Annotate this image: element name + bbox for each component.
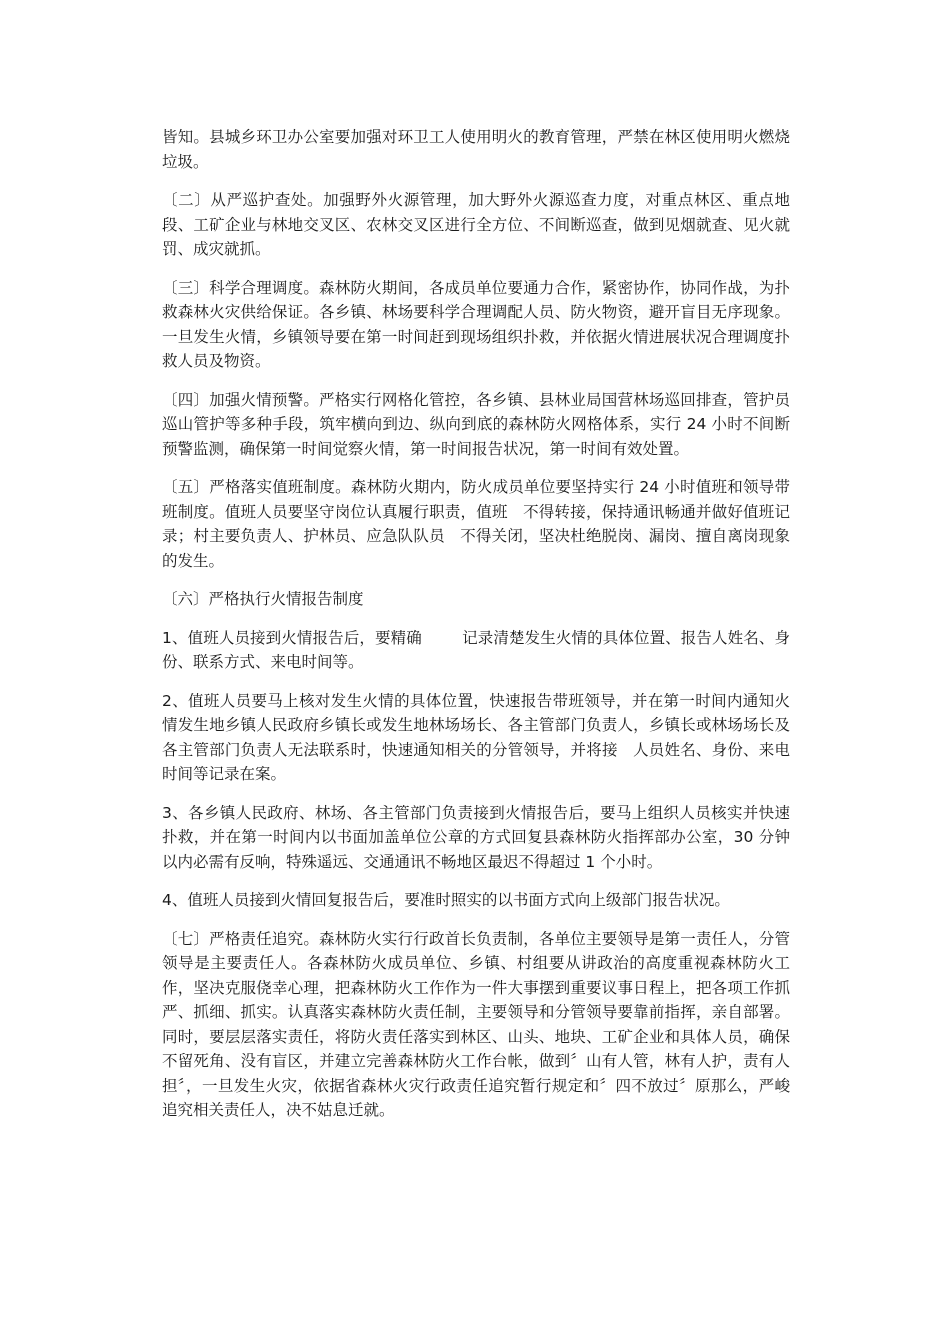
paragraph-section-6-heading: 〔六〕严格执行火情报告制度 — [162, 590, 364, 608]
paragraph-section-4: 〔四〕加强火情预警。严格实行网格化管控，各乡镇、县林业局国营林场巡回排查，管护员巡山管护等多种手段，筑牢横向到边、纵向到底的森林防火网格体系，实行 24 小时不间断预警监测，确保第一时间觉察火情，第一时间报告状况，第一时间有效处置。 — [162, 390, 790, 458]
paragraph-section-7: 〔七〕严格责任追究。森林防火实行行政首长负责制，各单位主要领导是第一责任人，分管领导是主要责任人。各森林防火成员单位、乡镇、村组要从讲政治的高度重视森林防火工作，坚决克服侥幸心理，把森林防火工作作为一件大事摆到重要议事日程上，把各项工作抓严、抓细、抓实。认真落实森林防火责任制，主要领导和分管领导要靠前指挥，亲自部署。同时，要层层落实责任，将防火责任落实到林区、山头、地块、工矿企业和具体人员，确保不留死角、没有盲区，并建立完善森林防火工作台帐，做到〞山有人管，林有人护，责有人担〞，一旦发生火灾，依据省森林火灾行政责任追究暂行规定和〞四不放过〞原那么，严峻 追究相关责任人，决不姑息迁就。 — [162, 929, 795, 1119]
paragraph-section-5: 〔五〕严格落实值班制度。森林防火期内，防火成员单位要坚持实行 24 小时值班和领导带班制度。值班人员要坚守岗位认真履行职责，值班 不得转接，保持通讯畅通并做好值班记录；村主要负责人、护林员、应急队队员 不得关闭，坚决杜绝脱岗、漏岗、擅自离岗现象的发生。 — [162, 478, 790, 570]
paragraph-item-4: 4、值班人员接到火情回复报告后，要准时照实的以书面方式向上级部门报告状况。 — [162, 891, 730, 909]
paragraph-section-2: 〔二〕从严巡护查处。加强野外火源管理，加大野外火源巡查力度，对重点林区、重点地段、工矿企业与林地交叉区、农林交叉区进行全方位、不间断巡查，做到见烟就查、见火就罚、成灾就抓。 — [162, 191, 790, 258]
paragraph-section-3: 〔三〕科学合理调度。森林防火期间，各成员单位要通力合作，紧密协作，协同作战，为扑救森林火灾供给保证。各乡镇、林场要科学合理调配人员、防火物资，避开盲目无序现象。一旦发生火情，乡镇领导要在第一时间赶到现场组织扑救，并依据火情进展状况合理调度扑救人员及物资。 — [162, 278, 790, 370]
paragraph-item-2: 2、值班人员要马上核对发生火情的具体位置，快速报告带班领导，并在第一时间内通知火情发生地乡镇人民政府乡镇长或发生地林场场长、各主管部门负责人，乡镇长或林场场长及各主管部门负责人无法联系时，快速通知相关的分管领导，并将接 人员姓名、身份、来电时间等记录在案。 — [162, 691, 790, 783]
document-page — [162, 125, 795, 1137]
paragraph-item-3: 3、各乡镇人民政府、林场、各主管部门负责接到火情报告后，要马上组织人员核实并快速扑救，并在第一时间内以书面加盖单位公章的方式回复县森林防火指挥部办公室，30 分钟以内必需有反响，特殊遥远、交通通讯不畅地区最迟不得超过 1 个小时。 — [162, 803, 790, 871]
paragraph-continuation: 皆知。县城乡环卫办公室要加强对环卫工人使用明火的教育管理，严禁在林区使用明火燃烧垃圾。 — [162, 128, 790, 171]
paragraph-item-1: 1、值班人员接到火情报告后，要精确 记录清楚发生火情的具体位置、报告人姓名、身份、联系方式、来电时间等。 — [162, 628, 790, 671]
